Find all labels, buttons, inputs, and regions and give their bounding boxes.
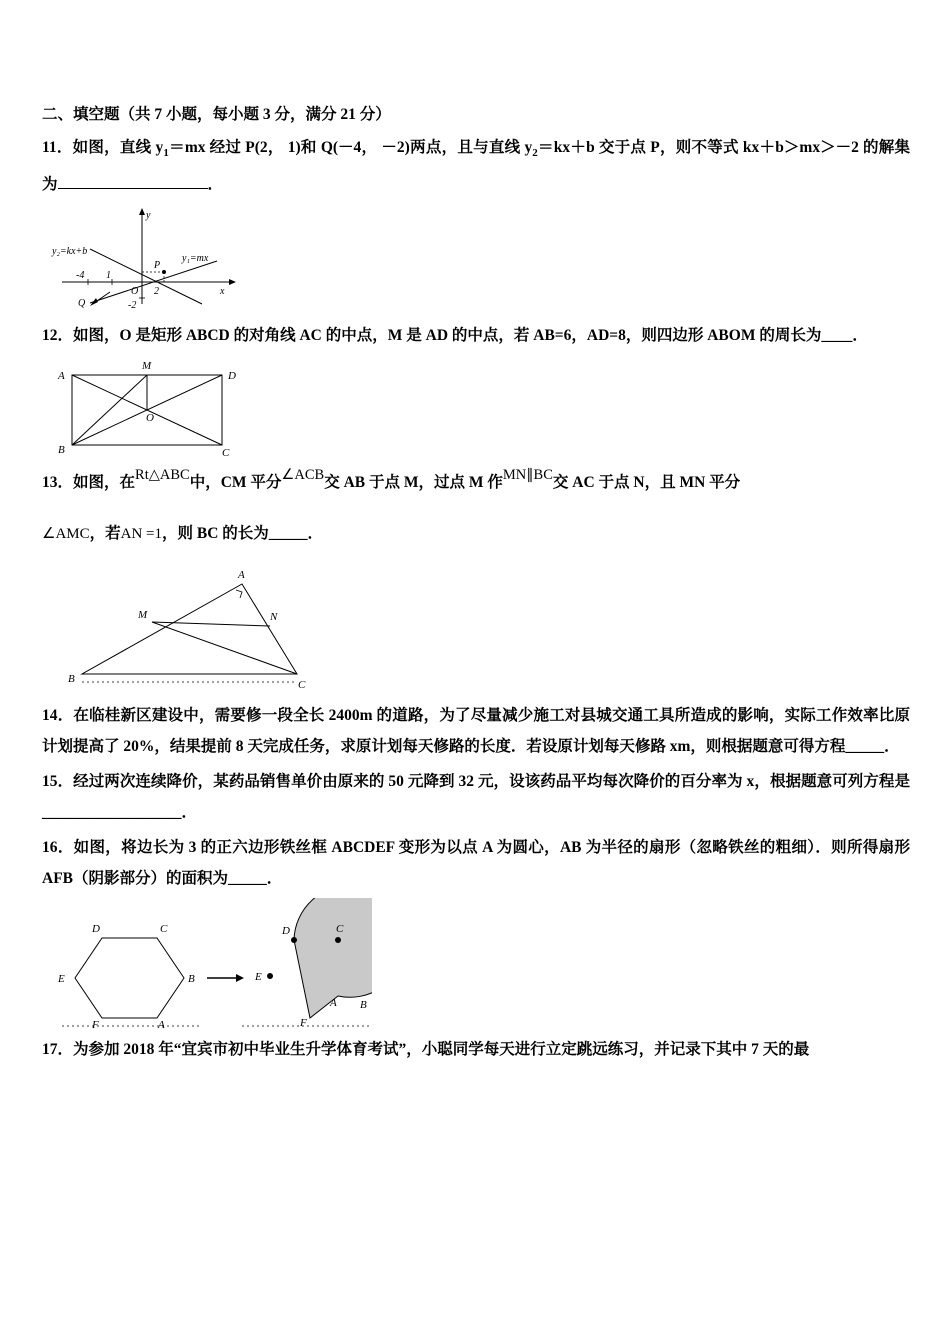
q11-text-c: ＝kx＋b 交于点 P，则不等式 kx＋b＞mx＞－2 的解集为	[42, 139, 910, 194]
q14-num: 14．	[42, 707, 74, 725]
q16-num: 16．	[42, 839, 74, 857]
hexagon-sector-svg	[42, 898, 372, 1028]
q13-label-A: A	[238, 569, 245, 582]
q11-tick-2: 2	[154, 286, 159, 298]
q11-answer-blank[interactable]	[58, 174, 208, 189]
q11-label-y: y	[146, 210, 151, 222]
q12-label-M: M	[142, 360, 152, 373]
q16-sec-label-E: E	[255, 971, 262, 984]
q16-hex-label-D: D	[92, 923, 100, 936]
q11-sub2: 2	[532, 147, 538, 160]
figure-q16	[42, 898, 910, 1028]
q11-tick-neg2: -2	[128, 300, 137, 312]
q11-label-x: x	[220, 286, 225, 298]
figure-q11	[42, 204, 910, 314]
q16-sec-label-C: C	[336, 923, 344, 936]
q15-num: 15．	[42, 773, 74, 791]
q11-label-O: O	[131, 286, 139, 298]
section-title: 二、填空题（共 7 小题，每小题 3 分，满分 21 分）	[42, 106, 391, 123]
q12-label-C: C	[222, 447, 230, 460]
rectangle-abcd-svg	[42, 355, 272, 460]
q14-text: 在临桂新区建设中，需要修一段全长 2400m 的道路，为了尽量减少施工对县城交通工具所造成的影响，实际工作效率比原计划提高了 20%，结果提前 8 天完成任务，求原计划每天修路的长度．若设原计划每天修路 xm，则根据题意可得方程_____．	[42, 707, 910, 756]
q13-text-a: 如图，在	[73, 474, 136, 492]
q11-text-b: ＝mx 经过 P(2， 1)和 Q(－4， －2)两点，且与直线 y	[168, 139, 533, 156]
question-13-line2	[42, 518, 910, 550]
question-11	[42, 132, 910, 200]
q16-sec-label-F: F	[300, 1017, 307, 1029]
question-12	[42, 320, 910, 351]
figure-q12	[42, 355, 910, 460]
q13-math-an-1: AN =1	[120, 526, 163, 543]
question-15	[42, 766, 910, 828]
triangle-abc-svg	[42, 554, 332, 694]
q11-sub1: 1	[163, 147, 169, 160]
q13-label-B: B	[68, 673, 75, 686]
q16-hex-label-B: B	[188, 973, 195, 986]
q11-label-line2: y₂=kx+b	[52, 246, 88, 258]
q11-num: 11．	[42, 139, 73, 156]
document-content	[42, 100, 910, 1065]
q12-num: 12．	[42, 327, 74, 345]
q16-sec-label-D: D	[282, 925, 290, 938]
q16-sec-label-B: B	[360, 999, 367, 1012]
q13-math-angle-amc: ∠AMC	[42, 526, 90, 543]
q13-text-c: 交 AB 于点 M，过点 M 作	[324, 474, 503, 492]
q13-label-N: N	[270, 611, 278, 624]
q11-label-line1: y₁=mx	[182, 253, 209, 265]
q16-hex-label-E: E	[58, 973, 65, 986]
q13-label-M: M	[138, 609, 148, 622]
q12-text: 如图，O 是矩形 ABCD 的对角线 AC 的中点，M 是 AD 的中点，若 AB=6，AD=8，则四边形 ABOM 的周长为____．	[73, 327, 868, 345]
q16-hex-label-F: F	[92, 1019, 99, 1029]
q15-text: 经过两次连续降价，某药品销售单价由原来的 50 元降到 32 元，设该药品平均每次降价的百分率为 x，根据题意可列方程是__________________．	[42, 773, 910, 822]
q11-tick-neg4: -4	[76, 270, 85, 282]
q16-sec-label-A: A	[330, 997, 337, 1010]
q11-label-P: P	[154, 260, 161, 272]
question-16	[42, 832, 910, 894]
question-14	[42, 700, 910, 762]
q12-label-A: A	[58, 370, 65, 383]
q12-label-D: D	[228, 370, 236, 383]
q12-label-B: B	[58, 444, 65, 457]
q13-text-f: ，则 BC 的长为_____．	[162, 525, 324, 543]
q12-label-O: O	[146, 412, 154, 425]
q13-math-rt-abc: Rt△ABC	[135, 467, 190, 484]
q17-text: 为参加 2018 年“宜宾市初中毕业生升学体育考试”，小聪同学每天进行立定跳远练习，并记录下其中 7 天的最	[73, 1041, 810, 1059]
line-graph-svg	[42, 204, 302, 314]
q11-text-a: 如图，直线 y	[72, 139, 164, 156]
q13-text-d: 交 AC 于点 N，且 MN 平分	[552, 474, 741, 492]
q11-text-d: ．	[207, 176, 224, 194]
q17-num: 17．	[42, 1041, 74, 1059]
q16-text: 如图，将边长为 3 的正六边形铁丝框 ABCDEF 变形为以点 A 为圆心，AB 为半径的扇形（忽略铁丝的粗细）．则所得扇形 AFB（阴影部分）的面积为_____．	[42, 839, 910, 888]
q13-math-mn-bc: MN∥BC	[502, 467, 553, 484]
q13-text-e: ，若	[89, 525, 121, 543]
q16-hex-label-C: C	[160, 923, 168, 936]
q16-hex-label-A: A	[158, 1019, 165, 1029]
q11-label-Q: Q	[78, 298, 86, 310]
q13-math-angle-acb: ∠ACB	[281, 467, 325, 484]
q11-tick-1: 1	[106, 270, 111, 282]
question-17	[42, 1034, 910, 1065]
figure-q13	[42, 554, 910, 694]
q13-label-C: C	[298, 679, 306, 692]
q13-num: 13．	[42, 474, 74, 492]
q13-text-b: 中，CM 平分	[189, 474, 282, 492]
question-13	[42, 466, 910, 500]
